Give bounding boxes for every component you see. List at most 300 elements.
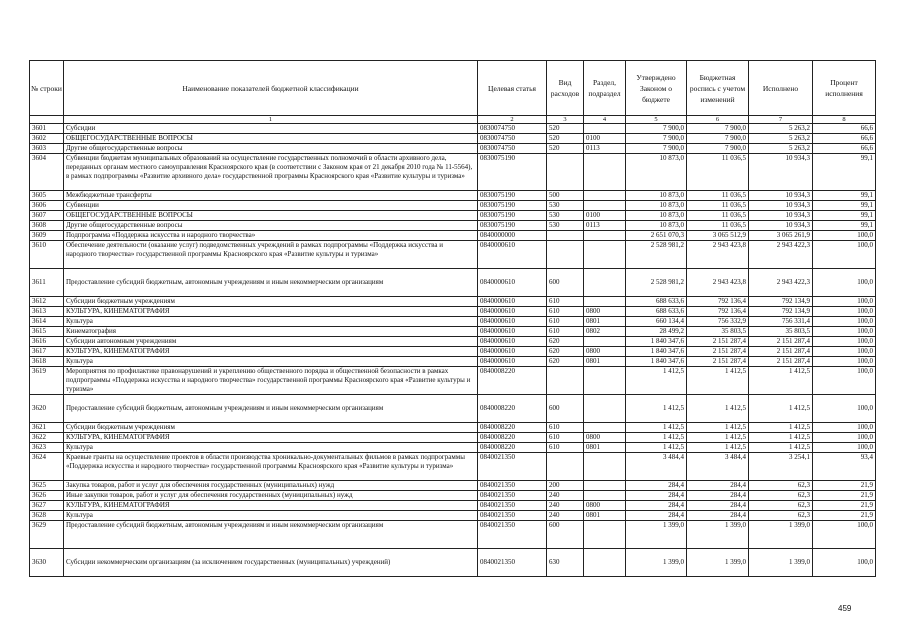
row-executed: 10 934,3 [749, 191, 813, 201]
row-target: 0830075190 [478, 221, 547, 231]
column-number-blank [30, 116, 64, 124]
row-percent: 100,0 [813, 443, 876, 453]
row-number: 3605 [30, 191, 64, 201]
row-section: 0800 [584, 501, 626, 511]
row-name: Подпрограмма «Поддержка искусства и народного творчества» [64, 231, 478, 241]
row-section: 0113 [584, 221, 626, 231]
row-target: 0830075190 [478, 191, 547, 201]
row-percent: 21,9 [813, 501, 876, 511]
row-approved: 1 399,0 [626, 549, 687, 577]
table-row [30, 395, 876, 423]
row-target: 0830074750 [478, 124, 547, 134]
row-percent: 100,0 [813, 521, 876, 549]
table-row [30, 491, 876, 501]
row-section [584, 201, 626, 211]
row-section: 0800 [584, 307, 626, 317]
row-approved: 284,4 [626, 511, 687, 521]
row-percent: 100,0 [813, 423, 876, 433]
row-number: 3612 [30, 297, 64, 307]
row-target: 0840021350 [478, 521, 547, 549]
row-percent: 100,0 [813, 307, 876, 317]
row-name: Мероприятия по профилактике правонарушений и укреплению общественного порядка и общественной безопасности в рамках подпрограммы «Поддержка искусства и народного творчества» государственной программы Красноярского края «Развитие культуры и туризма» [64, 367, 478, 395]
page-number: 459 [838, 604, 852, 613]
row-kind: 620 [547, 337, 584, 347]
row-kind: 610 [547, 327, 584, 337]
row-name: Культура [64, 357, 478, 367]
table-row [30, 501, 876, 511]
row-target: 0840008220 [478, 433, 547, 443]
row-executed: 3 254,1 [749, 453, 813, 481]
row-executed: 756 331,4 [749, 317, 813, 327]
row-target: 0840008220 [478, 367, 547, 395]
row-executed: 1 399,0 [749, 521, 813, 549]
row-section [584, 124, 626, 134]
row-kind: 630 [547, 549, 584, 577]
row-section [584, 549, 626, 577]
row-section [584, 481, 626, 491]
row-number: 3615 [30, 327, 64, 337]
table-row [30, 481, 876, 491]
row-target: 0830074750 [478, 144, 547, 154]
row-percent: 100,0 [813, 317, 876, 327]
row-target: 0840000610 [478, 357, 547, 367]
row-number: 3625 [30, 481, 64, 491]
row-list: 1 412,5 [687, 395, 749, 423]
table-row [30, 154, 876, 191]
row-approved: 7 900,0 [626, 144, 687, 154]
row-approved: 1 412,5 [626, 395, 687, 423]
row-percent: 21,9 [813, 491, 876, 501]
row-executed: 10 934,3 [749, 201, 813, 211]
column-number: 7 [749, 116, 813, 124]
row-name: КУЛЬТУРА, КИНЕМАТОГРАФИЯ [64, 433, 478, 443]
row-target: 0840000610 [478, 269, 547, 297]
table-row [30, 221, 876, 231]
row-percent: 100,0 [813, 347, 876, 357]
row-executed: 62,3 [749, 491, 813, 501]
table-row [30, 201, 876, 211]
row-approved: 660 134,4 [626, 317, 687, 327]
row-target: 0840000610 [478, 241, 547, 269]
row-approved: 1 840 347,6 [626, 357, 687, 367]
row-kind: 520 [547, 124, 584, 134]
row-kind: 610 [547, 307, 584, 317]
row-list: 35 803,5 [687, 327, 749, 337]
row-target: 0830075190 [478, 211, 547, 221]
row-list: 2 151 287,4 [687, 357, 749, 367]
row-number: 3618 [30, 357, 64, 367]
row-approved: 1 399,0 [626, 521, 687, 549]
row-number: 3606 [30, 201, 64, 211]
row-approved: 284,4 [626, 481, 687, 491]
row-number: 3620 [30, 395, 64, 423]
row-number: 3604 [30, 154, 64, 191]
row-executed: 792 134,9 [749, 297, 813, 307]
row-approved: 1 840 347,6 [626, 337, 687, 347]
table-row [30, 357, 876, 367]
table-row [30, 269, 876, 297]
table-body [30, 124, 876, 577]
row-kind: 240 [547, 511, 584, 521]
row-executed: 1 412,5 [749, 433, 813, 443]
row-number: 3619 [30, 367, 64, 395]
row-name: Предоставление субсидий бюджетным, автономным учреждениям и иным некоммерческим организациям [64, 269, 478, 297]
row-target: 0840021350 [478, 453, 547, 481]
table-row [30, 511, 876, 521]
row-name: Предоставление субсидий бюджетным, автономным учреждениям и иным некоммерческим организациям [64, 395, 478, 423]
row-number: 3609 [30, 231, 64, 241]
row-target: 0830074750 [478, 134, 547, 144]
row-percent: 21,9 [813, 481, 876, 491]
row-kind: 620 [547, 357, 584, 367]
row-percent: 93,4 [813, 453, 876, 481]
row-name: Другие общегосударственные вопросы [64, 144, 478, 154]
column-number: 1 [64, 116, 478, 124]
table-row [30, 549, 876, 577]
row-list: 1 412,5 [687, 443, 749, 453]
row-executed: 1 412,5 [749, 423, 813, 433]
row-number: 3603 [30, 144, 64, 154]
row-section: 0801 [584, 317, 626, 327]
row-kind: 610 [547, 317, 584, 327]
row-number: 3601 [30, 124, 64, 134]
row-list: 3 065 512,9 [687, 231, 749, 241]
row-name: Другие общегосударственные вопросы [64, 221, 478, 231]
row-executed: 2 151 287,4 [749, 337, 813, 347]
row-list: 1 399,0 [687, 521, 749, 549]
header-name: Наименование показателей бюджетной классификации [64, 61, 478, 116]
row-section [584, 269, 626, 297]
column-number: 6 [687, 116, 749, 124]
row-section [584, 491, 626, 501]
row-target: 0840000610 [478, 317, 547, 327]
row-approved: 10 873,0 [626, 201, 687, 211]
row-executed: 5 263,2 [749, 134, 813, 144]
row-number: 3602 [30, 134, 64, 144]
row-approved: 1 412,5 [626, 423, 687, 433]
table-row [30, 144, 876, 154]
row-percent: 100,0 [813, 549, 876, 577]
row-percent: 99,1 [813, 211, 876, 221]
header-percent: Процент исполнения [813, 61, 876, 116]
row-percent: 100,0 [813, 367, 876, 395]
table-row [30, 134, 876, 144]
row-list: 284,4 [687, 491, 749, 501]
row-number: 3621 [30, 423, 64, 433]
row-section [584, 231, 626, 241]
row-section: 0113 [584, 144, 626, 154]
row-kind: 610 [547, 433, 584, 443]
row-list: 11 036,5 [687, 154, 749, 191]
row-approved: 3 484,4 [626, 453, 687, 481]
row-list: 792 136,4 [687, 297, 749, 307]
row-approved: 284,4 [626, 491, 687, 501]
row-section [584, 521, 626, 549]
row-section [584, 241, 626, 269]
table-row [30, 317, 876, 327]
row-list: 756 332,9 [687, 317, 749, 327]
row-section [584, 297, 626, 307]
row-kind [547, 154, 584, 191]
row-name: Культура [64, 511, 478, 521]
row-percent: 66,6 [813, 124, 876, 134]
row-kind [547, 367, 584, 395]
row-kind: 520 [547, 144, 584, 154]
row-percent: 66,6 [813, 144, 876, 154]
row-target: 0840008220 [478, 423, 547, 433]
row-section: 0800 [584, 433, 626, 443]
table-row [30, 211, 876, 221]
row-executed: 2 943 422,3 [749, 241, 813, 269]
row-number: 3613 [30, 307, 64, 317]
row-percent: 99,1 [813, 201, 876, 211]
column-number: 3 [547, 116, 584, 124]
row-kind: 500 [547, 191, 584, 201]
row-name: Субсидии бюджетным учреждениям [64, 297, 478, 307]
row-list: 7 900,0 [687, 134, 749, 144]
row-name: Кинематография [64, 327, 478, 337]
row-target: 0840000610 [478, 327, 547, 337]
row-kind: 600 [547, 269, 584, 297]
budget-table [29, 60, 876, 577]
row-name: ОБЩЕГОСУДАРСТВЕННЫЕ ВОПРОСЫ [64, 211, 478, 221]
column-number: 5 [626, 116, 687, 124]
row-section [584, 191, 626, 201]
row-section [584, 337, 626, 347]
row-list: 2 151 287,4 [687, 337, 749, 347]
row-executed: 792 134,9 [749, 307, 813, 317]
row-executed: 35 803,5 [749, 327, 813, 337]
row-target: 0840021350 [478, 511, 547, 521]
row-approved: 10 873,0 [626, 191, 687, 201]
table-row [30, 297, 876, 307]
row-approved: 7 900,0 [626, 134, 687, 144]
row-executed: 62,3 [749, 501, 813, 511]
row-list: 11 036,5 [687, 211, 749, 221]
row-percent: 99,1 [813, 191, 876, 201]
row-section: 0100 [584, 134, 626, 144]
row-executed: 2 943 422,3 [749, 269, 813, 297]
row-list: 1 412,5 [687, 367, 749, 395]
table-row [30, 347, 876, 357]
row-list: 7 900,0 [687, 144, 749, 154]
row-target: 0840000610 [478, 337, 547, 347]
row-executed: 2 151 287,4 [749, 357, 813, 367]
row-list: 1 412,5 [687, 433, 749, 443]
row-target: 0840000610 [478, 297, 547, 307]
header-target: Целевая статья [478, 61, 547, 116]
row-executed: 1 412,5 [749, 443, 813, 453]
row-percent: 100,0 [813, 231, 876, 241]
row-percent: 100,0 [813, 337, 876, 347]
header-row-no: № строки [30, 61, 64, 116]
table-row [30, 191, 876, 201]
table-row [30, 443, 876, 453]
table-row [30, 337, 876, 347]
row-name: Краевые гранты на осуществление проектов в области производства хроникально-документальных фильмов в рамках подпрограммы «Поддержка искусства и народного творчества» государственной программы Красноярского края «Развитие культуры и туризма» [64, 453, 478, 481]
row-approved: 10 873,0 [626, 221, 687, 231]
row-approved: 1 840 347,6 [626, 347, 687, 357]
row-list: 11 036,5 [687, 191, 749, 201]
row-number: 3616 [30, 337, 64, 347]
row-list: 11 036,5 [687, 221, 749, 231]
row-section: 0802 [584, 327, 626, 337]
row-percent: 99,1 [813, 154, 876, 191]
row-section: 0100 [584, 211, 626, 221]
row-name: КУЛЬТУРА, КИНЕМАТОГРАФИЯ [64, 347, 478, 357]
row-kind: 200 [547, 481, 584, 491]
table-row [30, 423, 876, 433]
row-name: Межбюджетные трансферты [64, 191, 478, 201]
row-percent: 100,0 [813, 357, 876, 367]
row-executed: 10 934,3 [749, 154, 813, 191]
row-name: Обеспечение деятельности (оказание услуг) подведомственных учреждений в рамках подпрограммы «Поддержка искусства и народного творчества» государственной программы Красноярского края «Развитие культуры и туризма» [64, 241, 478, 269]
column-number: 8 [813, 116, 876, 124]
row-list: 284,4 [687, 501, 749, 511]
row-executed: 3 065 261,9 [749, 231, 813, 241]
row-kind: 530 [547, 201, 584, 211]
row-name: КУЛЬТУРА, КИНЕМАТОГРАФИЯ [64, 307, 478, 317]
row-kind: 240 [547, 501, 584, 511]
row-list: 11 036,5 [687, 201, 749, 211]
row-number: 3610 [30, 241, 64, 269]
table-row [30, 367, 876, 395]
row-approved: 688 633,6 [626, 307, 687, 317]
row-kind: 600 [547, 395, 584, 423]
row-kind: 600 [547, 521, 584, 549]
row-approved: 688 633,6 [626, 297, 687, 307]
table-row [30, 327, 876, 337]
row-kind: 530 [547, 221, 584, 231]
row-section: 0801 [584, 357, 626, 367]
table-row [30, 241, 876, 269]
row-name: Субсидии автономным учреждениям [64, 337, 478, 347]
table-row [30, 521, 876, 549]
column-number: 2 [478, 116, 547, 124]
row-list: 2 943 423,8 [687, 269, 749, 297]
row-percent: 66,6 [813, 134, 876, 144]
header-list: Бюджетная роспись с учетом изменений [687, 61, 749, 116]
row-executed: 2 151 287,4 [749, 347, 813, 357]
row-section: 0800 [584, 347, 626, 357]
row-number: 3608 [30, 221, 64, 231]
row-percent: 100,0 [813, 395, 876, 423]
row-number: 3629 [30, 521, 64, 549]
row-name: Субвенции [64, 201, 478, 211]
row-name: Культура [64, 317, 478, 327]
row-name: Предоставление субсидий бюджетным, автономным учреждениям и иным некоммерческим организациям [64, 521, 478, 549]
row-target: 0830075190 [478, 201, 547, 211]
row-executed: 62,3 [749, 511, 813, 521]
row-kind: 620 [547, 347, 584, 357]
row-kind: 240 [547, 491, 584, 501]
row-approved: 10 873,0 [626, 154, 687, 191]
row-kind [547, 241, 584, 269]
row-target: 0840000000 [478, 231, 547, 241]
row-kind: 530 [547, 211, 584, 221]
row-approved: 284,4 [626, 501, 687, 511]
row-number: 3614 [30, 317, 64, 327]
row-executed: 62,3 [749, 481, 813, 491]
row-executed: 1 412,5 [749, 395, 813, 423]
row-section [584, 395, 626, 423]
row-approved: 2 651 070,3 [626, 231, 687, 241]
row-kind: 610 [547, 297, 584, 307]
row-approved: 28 499,2 [626, 327, 687, 337]
row-section [584, 154, 626, 191]
row-approved: 7 900,0 [626, 124, 687, 134]
row-approved: 2 528 981,2 [626, 269, 687, 297]
header-kind: Вид расходов [547, 61, 584, 116]
row-kind [547, 453, 584, 481]
row-name: Закупка товаров, работ и услуг для обеспечения государственных (муниципальных) нужд [64, 481, 478, 491]
row-number: 3611 [30, 269, 64, 297]
row-number: 3628 [30, 511, 64, 521]
row-approved: 1 412,5 [626, 433, 687, 443]
row-number: 3622 [30, 433, 64, 443]
row-name: КУЛЬТУРА, КИНЕМАТОГРАФИЯ [64, 501, 478, 511]
row-number: 3624 [30, 453, 64, 481]
row-percent: 100,0 [813, 269, 876, 297]
header-row [30, 61, 876, 116]
row-section [584, 453, 626, 481]
row-number: 3623 [30, 443, 64, 453]
row-executed: 1 399,0 [749, 549, 813, 577]
row-approved: 2 528 981,2 [626, 241, 687, 269]
row-target: 0830075190 [478, 154, 547, 191]
row-name: Субсидии бюджетным учреждениям [64, 423, 478, 433]
row-section: 0801 [584, 443, 626, 453]
row-approved: 10 873,0 [626, 211, 687, 221]
row-kind [547, 231, 584, 241]
row-name: Субсидии некоммерческим организациям (за исключением государственных (муниципальных) учреждений) [64, 549, 478, 577]
row-list: 792 136,4 [687, 307, 749, 317]
row-number: 3626 [30, 491, 64, 501]
column-number-row [30, 116, 876, 124]
row-list: 284,4 [687, 481, 749, 491]
header-approved: Утверждено Законом о бюджете [626, 61, 687, 116]
row-number: 3607 [30, 211, 64, 221]
row-percent: 100,0 [813, 241, 876, 269]
row-kind: 610 [547, 443, 584, 453]
table-row [30, 124, 876, 134]
row-list: 1 399,0 [687, 549, 749, 577]
row-section: 0801 [584, 511, 626, 521]
row-target: 0840008220 [478, 395, 547, 423]
row-list: 1 412,5 [687, 423, 749, 433]
row-approved: 1 412,5 [626, 367, 687, 395]
row-kind: 610 [547, 423, 584, 433]
row-name: Субвенции бюджетам муниципальных образований на осуществление государственных полномочий в области архивного дела, переданных органам местного самоуправления Красноярского края (в соответствии с Законом края от 21 декабря 2010 года № 11-5564), в рамках подпрограммы «Развитие архивного дела» государственной программы Красноярского края «Развитие культуры и туризма» [64, 154, 478, 191]
row-section [584, 423, 626, 433]
row-name: Иные закупки товаров, работ и услуг для обеспечения государственных (муниципальных) нужд [64, 491, 478, 501]
row-target: 0840000610 [478, 307, 547, 317]
header-section: Раздел, подраздел [584, 61, 626, 116]
row-number: 3627 [30, 501, 64, 511]
row-percent: 100,0 [813, 297, 876, 307]
row-percent: 100,0 [813, 433, 876, 443]
row-number: 3630 [30, 549, 64, 577]
row-target: 0840000610 [478, 347, 547, 357]
column-number: 4 [584, 116, 626, 124]
row-executed: 10 934,3 [749, 211, 813, 221]
table-row [30, 433, 876, 443]
table-row [30, 453, 876, 481]
row-kind: 520 [547, 134, 584, 144]
row-list: 3 484,4 [687, 453, 749, 481]
row-approved: 1 412,5 [626, 443, 687, 453]
row-list: 7 900,0 [687, 124, 749, 134]
